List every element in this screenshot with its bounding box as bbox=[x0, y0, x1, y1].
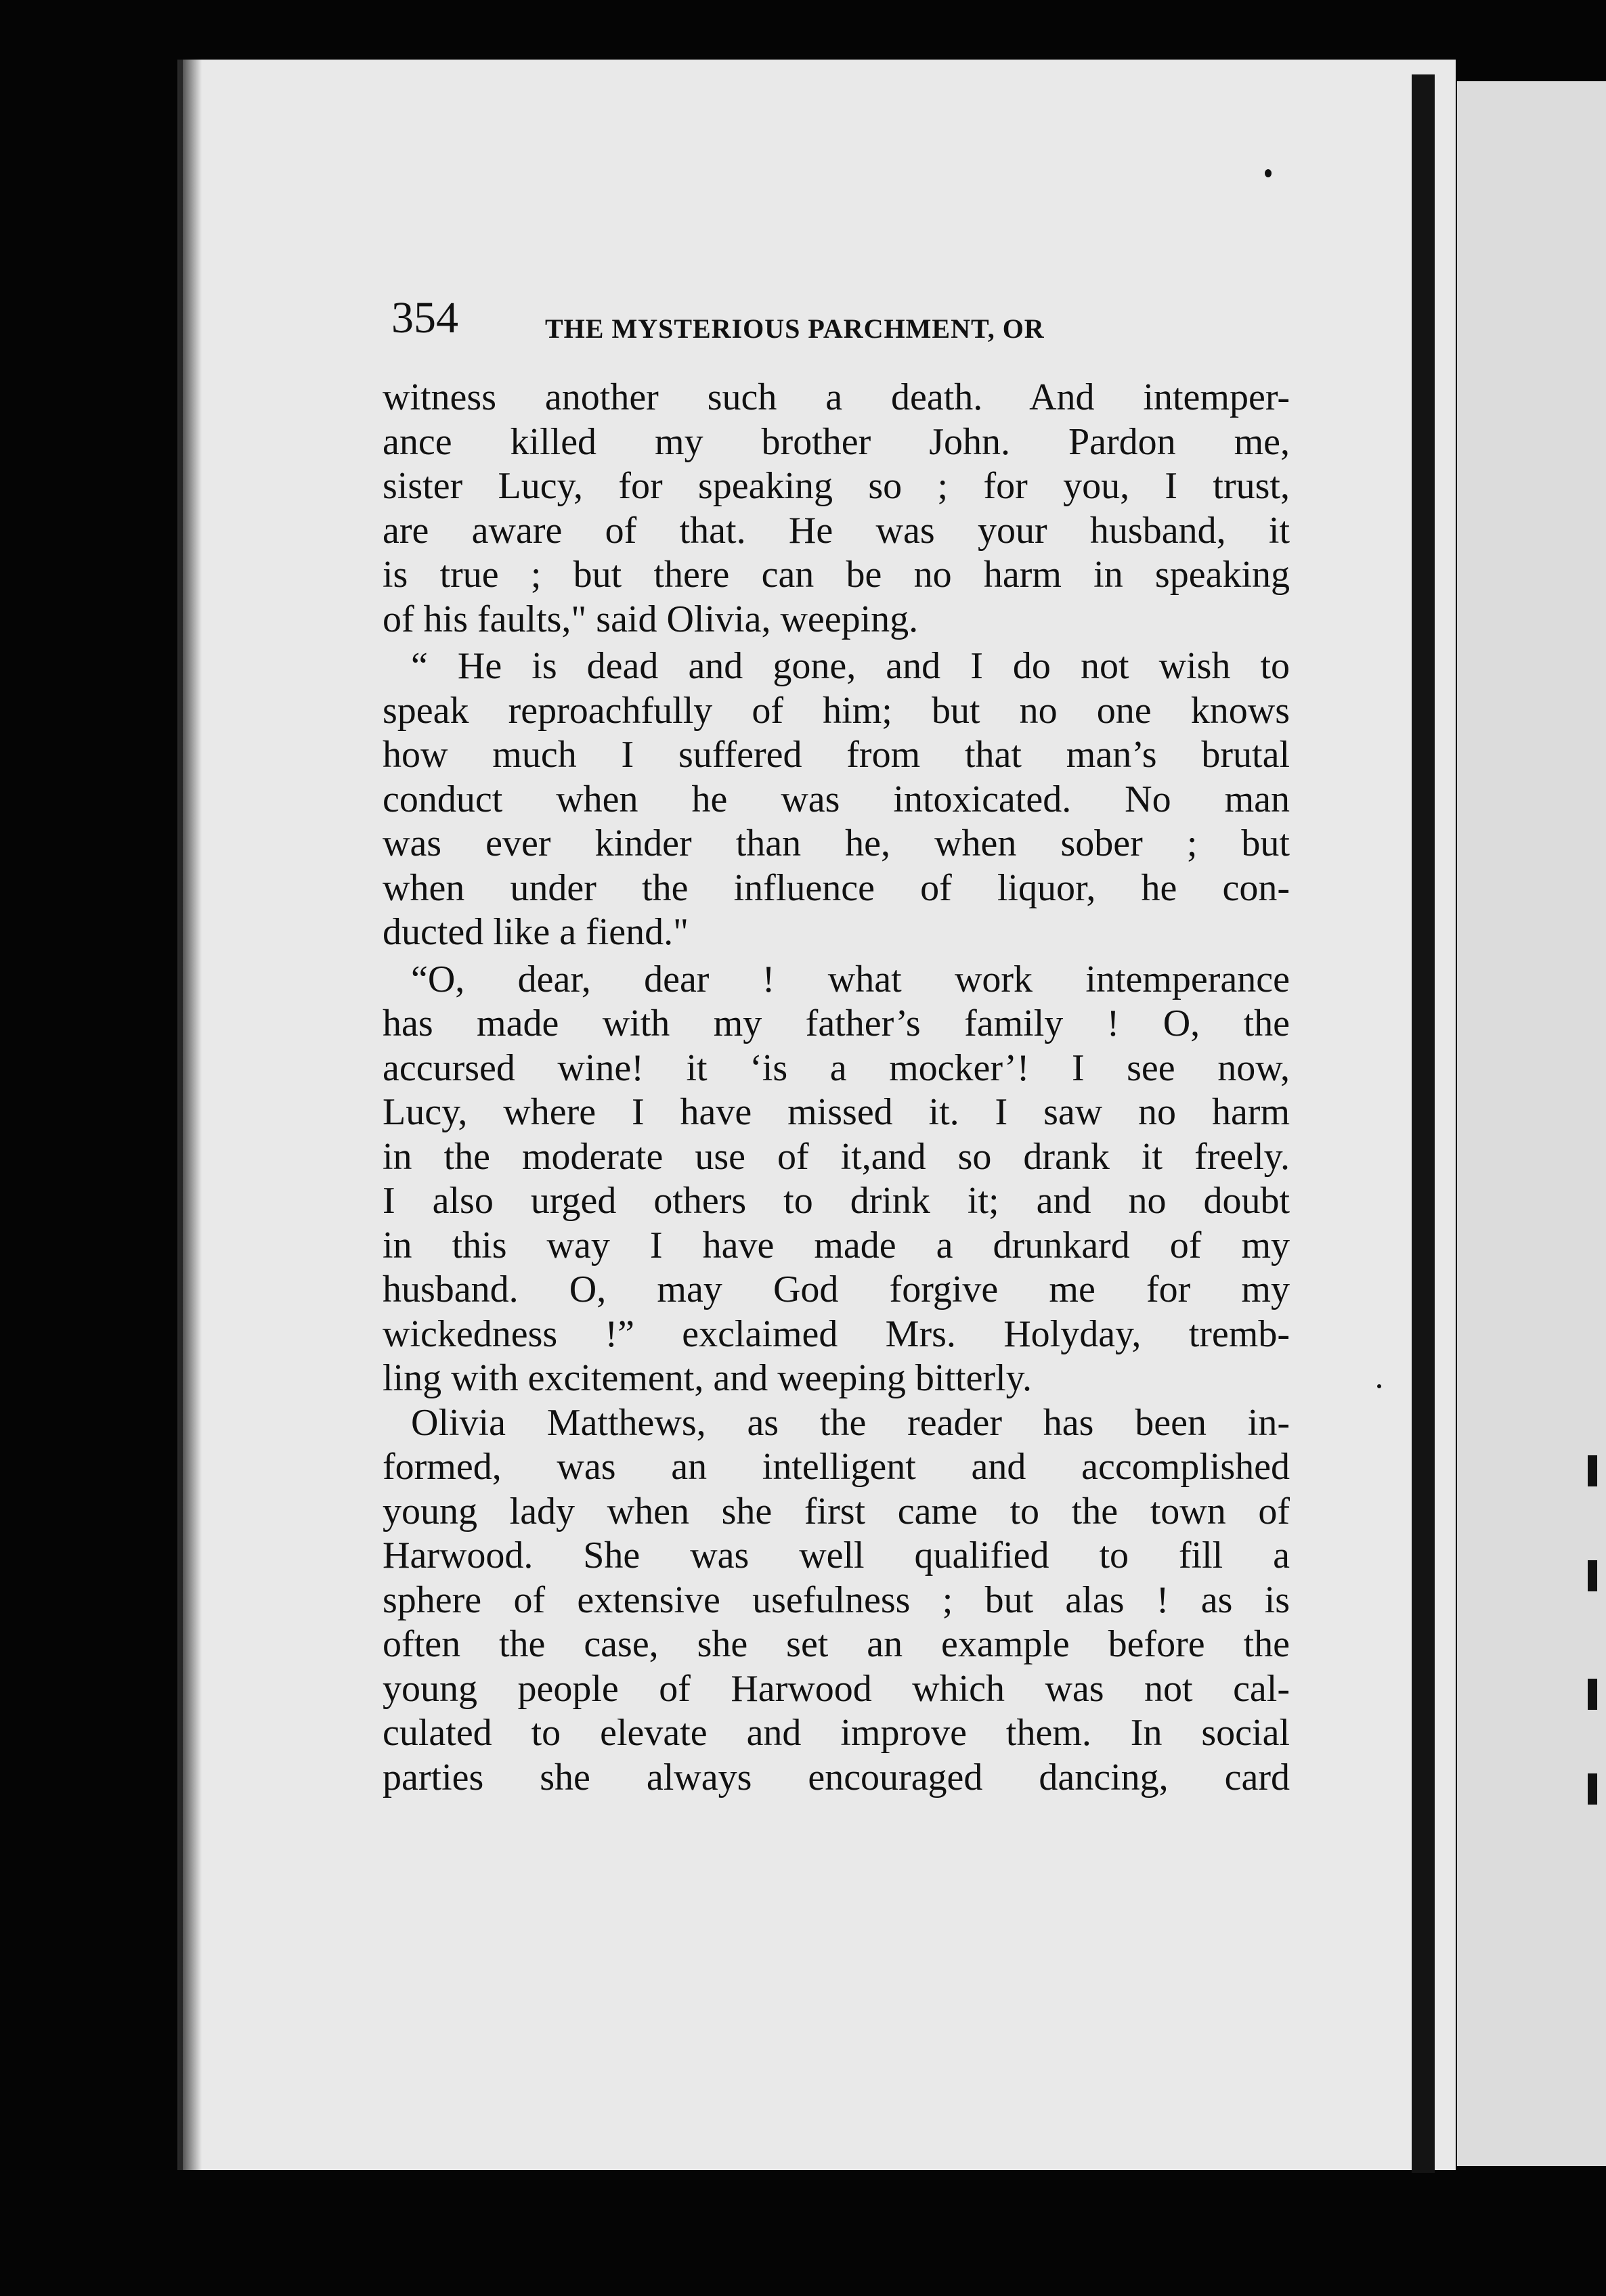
text-line: is true ; but there can be no harm in speaking bbox=[383, 554, 1290, 596]
text-line: ance killed my brother John. Pardon me, bbox=[383, 420, 1290, 463]
text-line: young lady when she first came to the town of bbox=[383, 1490, 1290, 1532]
text-line: often the case, she set an example before the bbox=[383, 1623, 1290, 1665]
text-line: formed, was an intelligent and accomplished bbox=[383, 1446, 1290, 1488]
running-title-text: THE MYSTERIOUS PARCHMENT, OR bbox=[545, 313, 1045, 344]
text-line: I also urged others to drink it; and no doubt bbox=[383, 1180, 1290, 1222]
text-line: culated to elevate and improve them. In social bbox=[383, 1712, 1290, 1754]
text-line: Olivia Matthews, as the reader has been in- bbox=[411, 1401, 1290, 1444]
text-line: accursed wine! it ‘is a mocker’! I see now, bbox=[383, 1046, 1290, 1089]
ink-speck bbox=[1377, 1384, 1381, 1388]
text-line: witness another such a death. And intemper- bbox=[383, 376, 1290, 418]
page-number: 354 bbox=[391, 293, 458, 343]
facing-page-text-fragments bbox=[1588, 1455, 1606, 1861]
text-line: sister Lucy, for speaking so ; for you, I trust, bbox=[383, 465, 1290, 507]
body-text bbox=[383, 376, 1290, 1800]
ink-speck bbox=[1265, 169, 1272, 177]
running-title bbox=[545, 313, 1439, 345]
text-line: conduct when he was intoxicated. No man bbox=[383, 778, 1290, 820]
text-line: in the moderate use of it,and so drank it freely. bbox=[383, 1135, 1290, 1178]
text-line: sphere of extensive usefulness ; but alas ! as is bbox=[383, 1578, 1290, 1621]
text-line: how much I suffered from that man’s brutal bbox=[383, 734, 1290, 776]
text-line: ling with excitement, and weeping bitterly. bbox=[383, 1357, 1032, 1399]
text-line: of his faults," said Olivia, weeping. bbox=[383, 598, 919, 640]
text-line: parties she always encouraged dancing, card bbox=[383, 1756, 1290, 1798]
text-line: “ He is dead and gone, and I do not wish to bbox=[411, 645, 1290, 687]
text-line: in this way I have made a drunkard of my bbox=[383, 1224, 1290, 1266]
text-line: “O, dear, dear ! what work intemperance bbox=[411, 958, 1290, 1000]
page-gutter-shadow bbox=[177, 60, 202, 2170]
text-line: wickedness !” exclaimed Mrs. Holyday, tremb- bbox=[383, 1312, 1290, 1355]
text-line: was ever kinder than he, when sober ; but bbox=[383, 822, 1290, 864]
text-line: speak reproachfully of him; but no one knows bbox=[383, 689, 1290, 732]
text-line: Harwood. She was well qualified to fill a bbox=[383, 1535, 1290, 1576]
text-line: young people of Harwood which was not cal- bbox=[383, 1667, 1290, 1710]
text-line: when under the influence of liquor, he con- bbox=[383, 866, 1290, 909]
text-line: ducted like a fiend." bbox=[383, 911, 689, 953]
book-spine bbox=[1412, 74, 1435, 2173]
text-line: has made with my father’s family ! O, the bbox=[383, 1002, 1290, 1044]
text-line: husband. O, may God forgive me for my bbox=[383, 1268, 1290, 1310]
facing-page-edge bbox=[1457, 81, 1606, 2166]
text-line: Lucy, where I have missed it. I saw no harm bbox=[383, 1091, 1290, 1133]
text-line: are aware of that. He was your husband, it bbox=[383, 509, 1290, 552]
